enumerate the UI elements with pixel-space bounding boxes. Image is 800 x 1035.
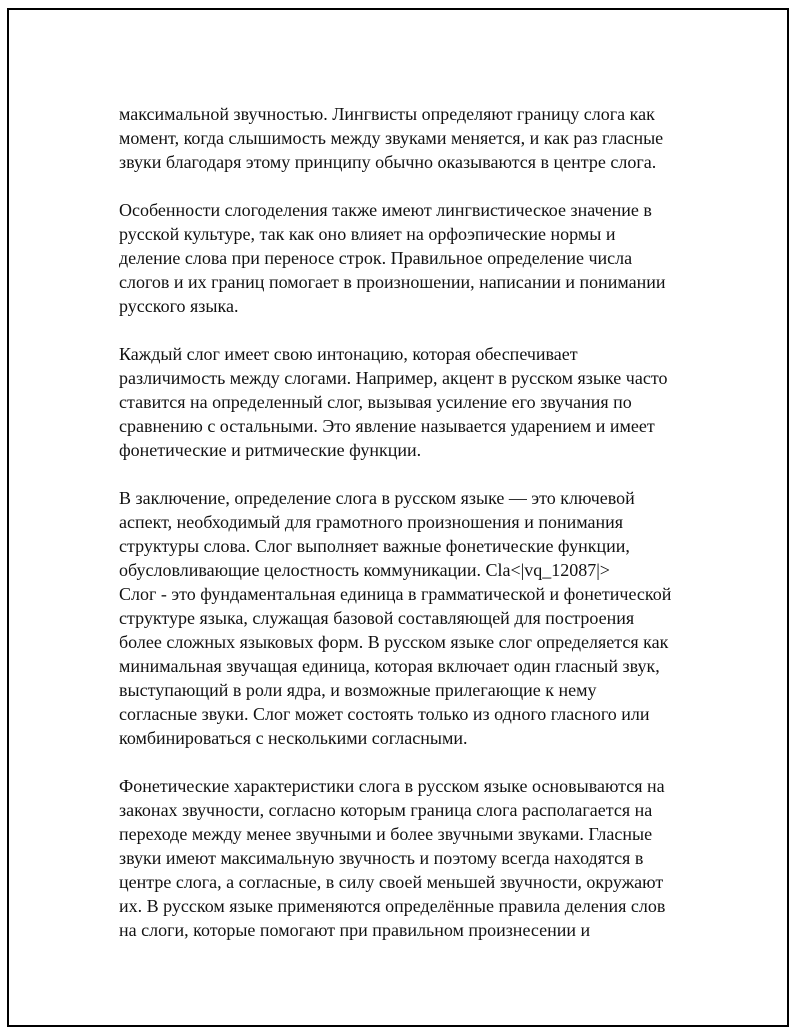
- text-line: комбинироваться с несколькими согласными.: [119, 728, 468, 748]
- text-line: согласные звуки. Слог может состоять только из одного гласного или: [119, 704, 650, 724]
- text-line: структуры слова. Слог выполняет важные фонетические функции,: [119, 536, 630, 556]
- text-line: переходе между менее звучными и более звучными звуками. Гласные: [119, 824, 653, 844]
- text-line: русской культуре, так как оно влияет на орфоэпические нормы и: [119, 224, 616, 244]
- text-line: на слоги, которые помогают при правильном произнесении и: [119, 920, 591, 940]
- paragraph-gap: [119, 750, 709, 774]
- paragraph-gap: [119, 462, 709, 486]
- paragraph-5: [119, 774, 709, 942]
- document-body: [119, 102, 709, 942]
- paragraph-4: [119, 486, 709, 750]
- text-line: Слог - это фундаментальная единица в грамматической и фонетической: [119, 584, 672, 604]
- text-line: структуре языка, служащая базовой составляющей для построения: [119, 608, 635, 628]
- paragraph-1: [119, 102, 709, 174]
- text-line: обусловливающие целостность коммуникации. Cla<|vq_12087|>: [119, 560, 610, 580]
- text-line: выступающий в роли ядра, и возможные прилегающие к нему: [119, 680, 597, 700]
- text-line: Фонетические характеристики слога в русском языке основываются на: [119, 776, 665, 796]
- text-line: сравнению с остальными. Это явление называется ударением и имеет: [119, 416, 655, 436]
- text-line: фонетические и ритмические функции.: [119, 440, 422, 460]
- paragraph-2: [119, 198, 709, 318]
- text-line: законах звучности, согласно которым граница слога располагается на: [119, 800, 653, 820]
- text-line: Особенности слогоделения также имеют лингвистическое значение в: [119, 200, 652, 220]
- paragraph-gap: [119, 318, 709, 342]
- text-line: момент, когда слышимость между звуками меняется, и как раз гласные: [119, 128, 664, 148]
- text-line: ставится на определенный слог, вызывая усиление его звучания по: [119, 392, 632, 412]
- text-line: минимальная звучащая единица, которая включает один гласный звук,: [119, 656, 660, 676]
- text-line: русского языка.: [119, 296, 239, 316]
- text-line: слогов и их границ помогает в произношении, написании и понимании: [119, 272, 666, 292]
- text-line: их. В русском языке применяются определённые правила деления слов: [119, 896, 666, 916]
- paragraph-3: [119, 342, 709, 462]
- page-frame: [7, 8, 789, 1027]
- text-line: центре слога, а согласные, в силу своей меньшей звучности, окружают: [119, 872, 664, 892]
- text-line: деление слова при переносе строк. Правильное определение числа: [119, 248, 633, 268]
- text-line: Каждый слог имеет свою интонацию, которая обеспечивает: [119, 344, 578, 364]
- text-line: более сложных языковых форм. В русском языке слог определяется как: [119, 632, 669, 652]
- text-line: звуки имеют максимальную звучность и поэтому всегда находятся в: [119, 848, 644, 868]
- text-line: звуки благодаря этому принципу обычно оказываются в центре слога.: [119, 152, 657, 172]
- paragraph-gap: [119, 174, 709, 198]
- text-line: В заключение, определение слога в русском языке — это ключевой: [119, 488, 635, 508]
- text-line: максимальной звучностью. Лингвисты определяют границу слога как: [119, 104, 655, 124]
- text-line: различимость между слогами. Например, акцент в русском языке часто: [119, 368, 668, 388]
- text-line: аспект, необходимый для грамотного произношения и понимания: [119, 512, 624, 532]
